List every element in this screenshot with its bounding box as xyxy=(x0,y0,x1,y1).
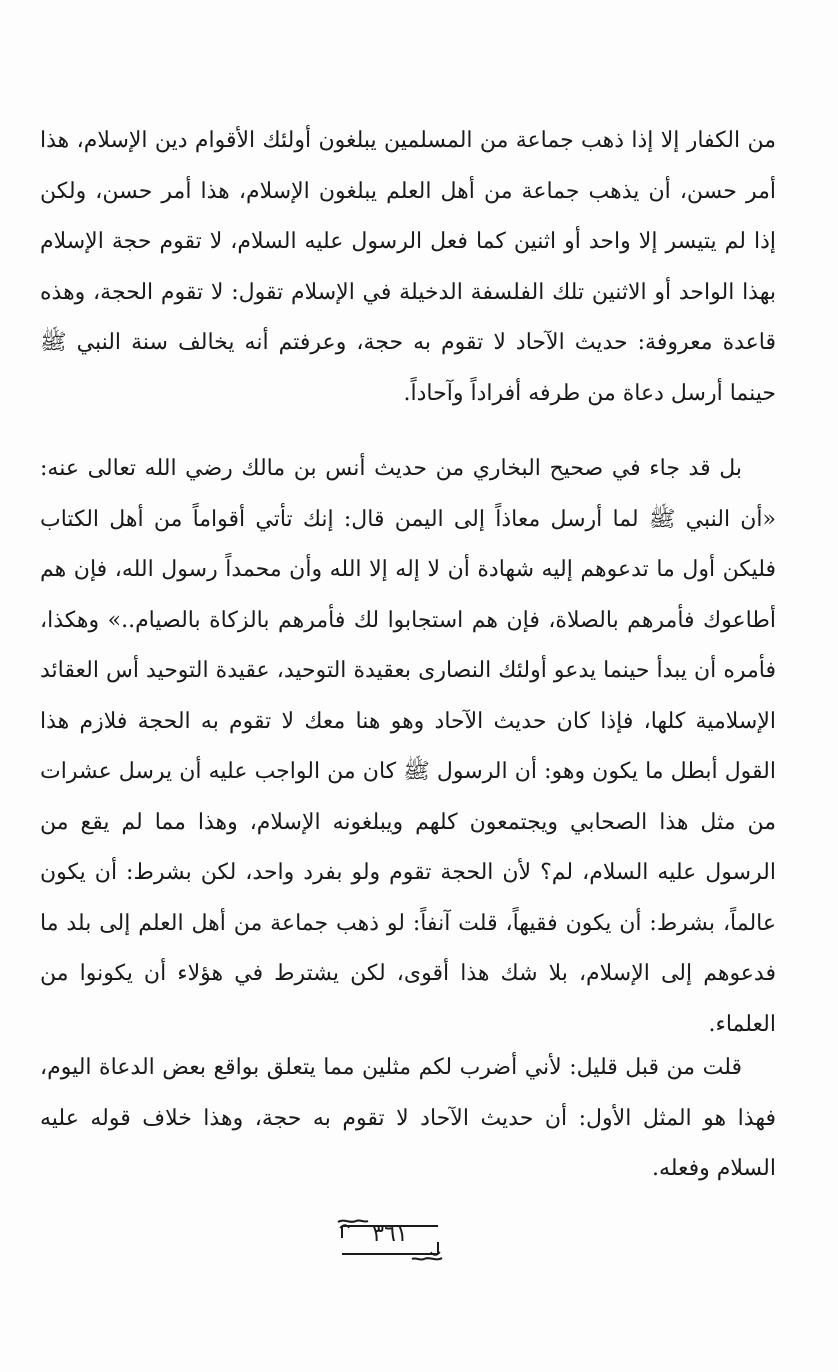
paragraph-text: قلت من قبل قليل: لأني أضرب لكم مثلين مما يتعلق بواقع بعض الدعاة اليوم، فهذا هو المثل الأول: أن حديث الآحاد لا تقوم به حجة، وهذا خلاف قوله عليه السلام وفعله. xyxy=(40,1055,776,1181)
paragraph-3 xyxy=(40,1043,776,1195)
paragraph-2 xyxy=(40,444,776,1050)
paragraph-1 xyxy=(40,116,776,419)
paragraph-text: من الكفار إلا إذا ذهب جماعة من المسلمين يبلغون أولئك الأقوام دين الإسلام، هذا أمر حسن، أن يذهب جماعة من أهل العلم يبلغون الإسلام، هذا أمر حسن، ولكن إذا لم يتيسر إلا واحد أو اثنين كما فعل الرسول عليه السلام، لا تقوم حجة الإسلام بهذا الواحد أو الاثنين تلك الفلسفة الدخيلة في الإسلام تقول: لا تقوم الحجة، وهذه قاعدة معروفة: حديث الآحاد لا تقوم به حجة، وعرفتم أنه يخالف سنة النبي ﷺ حينما أرسل دعاة من طرفه أفراداً وآحاداً. xyxy=(40,128,776,406)
paragraph-text: بل قد جاء في صحيح البخاري من حديث أنس بن مالك رضي الله تعالى عنه: «أن النبي ﷺ لما أرسل معاذاً إلى اليمن قال: إنك تأتي أقواماً من أهل الكتاب فليكن أول ما تدعوهم إليه شهادة أن لا إله إلا الله وأن محمداً رسول الله، فإن هم أطاعوك فأمرهم بالصلاة، فإن هم استجابوا لك فأمرهم بالزكاة بالصيام..» وهكذا، فأمره أن يبدأ حينما يدعو أولئك النصارى بعقيدة التوحيد، عقيدة التوحيد أس العقائد الإسلامية كلها، فإذا كان حديث الآحاد وهو هنا معك لا تقوم به الحجة فلازم هذا القول أبطل ما يكون وهو: أن الرسول ﷺ كان من الواجب عليه أن يرسل عشرات من مثل هذا الصحابي ويجتمعون كلهم ويبلغونه الإسلام، وهذا مما لم يقع من الرسول عليه السلام، لم؟ لأن الحجة تقوم ولو بفرد واحد، لكن بشرط: أن يكون عالماً، بشرط: أن يكون فقيهاً، قلت آنفاً: لو ذهب جماعة من أهل العلم إلى بلد ما فدعوهم إلى الإسلام، بلا شك هذا أقوى، لكن يشترط في هؤلاء أن يكونوا من العلماء. xyxy=(40,456,776,1037)
page-number: ٣٦١ xyxy=(372,1222,408,1247)
page-number-ornament xyxy=(334,1218,446,1262)
